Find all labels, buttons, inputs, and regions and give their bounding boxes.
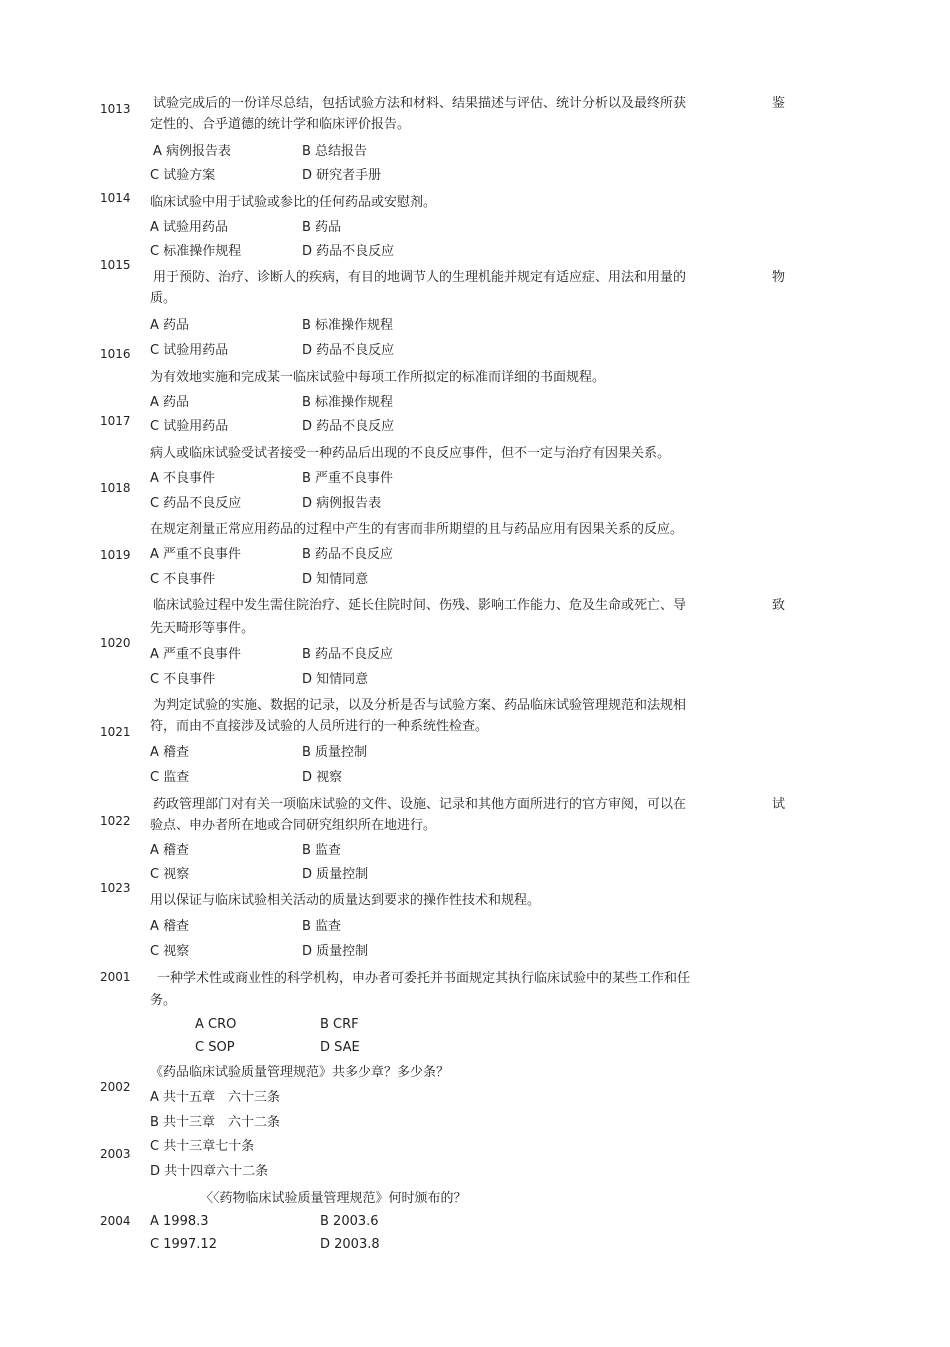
option: B 药品不良反应 (302, 547, 394, 562)
option: D SAE (320, 1040, 360, 1055)
option: C 监查 (150, 770, 190, 785)
question-number: 1016 (100, 347, 131, 361)
option: C 1997.12 (150, 1237, 217, 1252)
question-text: 临床试验过程中发生需住院治疗、延长住院时间、伤残、影响工作能力、危及生命或死亡、导 (153, 598, 687, 613)
question-text: 定性的、合乎道德的统计学和临床评价报告。 (150, 117, 411, 132)
option: A 试验用药品 (150, 220, 229, 235)
option: C 共十三章七十条 (150, 1139, 255, 1154)
option: C 视察 (150, 867, 190, 882)
option: A 严重不良事件 (150, 547, 242, 562)
option: A 不良事件 (150, 471, 216, 486)
question-text: 为判定试验的实施、数据的记录，以及分析是否与试验方案、药品临床试验管理规范和法规相 (153, 698, 687, 713)
question-text: 为有效地实施和完成某一临床试验中每项工作所拟定的标准而详细的书面规程。 (150, 370, 606, 385)
question-number: 1015 (100, 258, 131, 272)
option: A 稽查 (150, 843, 190, 858)
question-number: 2002 (100, 1080, 131, 1094)
option: D 知情同意 (302, 572, 369, 587)
option: A 严重不良事件 (150, 647, 242, 662)
question-number: 1020 (100, 636, 131, 650)
option: D 药品不良反应 (302, 419, 395, 434)
option: D 研究者手册 (302, 168, 382, 183)
option: C 视察 (150, 944, 190, 959)
question-text: 验点、申办者所在地或合同研究组织所在地进行。 (150, 818, 437, 833)
question-text: 用以保证与临床试验相关活动的质量达到要求的操作性技术和规程。 (150, 893, 541, 908)
option: D 药品不良反应 (302, 343, 395, 358)
question-text: 务。 (150, 993, 177, 1008)
option: A 稽查 (150, 745, 190, 760)
option: D 2003.8 (320, 1237, 380, 1252)
question-number: 2003 (100, 1147, 131, 1161)
question-text: 《药品临床试验质量管理规范》共多少章？多少条？ (150, 1065, 450, 1080)
option: D 质量控制 (302, 944, 369, 959)
option: D 共十四章六十二条 (150, 1164, 269, 1179)
option: B 监查 (302, 919, 342, 934)
question-number: 1023 (100, 881, 131, 895)
option: D 质量控制 (302, 867, 369, 882)
option: C 不良事件 (150, 672, 216, 687)
option: A 稽查 (150, 919, 190, 934)
option: B 2003.6 (320, 1214, 379, 1229)
option: B 共十三章 六十二条 (150, 1115, 281, 1130)
question-text: 在规定剂量正常应用药品的过程中产生的有害而非所期望的且与药品应用有因果关系的反应。 (150, 522, 684, 537)
option: C 试验用药品 (150, 419, 229, 434)
question-text: 用于预防、治疗、诊断人的疾病，有目的地调节人的生理机能并规定有适应症、用法和用量的 (153, 270, 687, 285)
option: A CRO (195, 1017, 237, 1032)
option: B 标准操作规程 (302, 318, 394, 333)
option: B 标准操作规程 (302, 395, 394, 410)
option: D 视察 (302, 770, 343, 785)
option: C 不良事件 (150, 572, 216, 587)
option: A 病例报告表 (153, 144, 232, 159)
option: D 药品不良反应 (302, 244, 395, 259)
option: B 质量控制 (302, 745, 368, 760)
side-char: 试 (772, 797, 786, 812)
option: D 病例报告表 (302, 496, 382, 511)
question-number: 1014 (100, 191, 131, 205)
option: B 监查 (302, 843, 342, 858)
question-text: 一种学术性或商业性的科学机构，申办者可委托并书面规定其执行临床试验中的某些工作和任 (157, 971, 691, 986)
question-text: 临床试验中用于试验或参比的任何药品或安慰剂。 (150, 195, 437, 210)
side-char: 物 (772, 270, 786, 285)
option: C 试验方案 (150, 168, 216, 183)
option: B 总结报告 (302, 144, 368, 159)
question-number: 1018 (100, 481, 131, 495)
question-text: 符，而由不直接涉及试验的人员所进行的一种系统性检查。 (150, 719, 489, 734)
option: B 严重不良事件 (302, 471, 394, 486)
question-number: 1013 (100, 102, 131, 116)
option: C SOP (195, 1040, 235, 1055)
option: B 药品 (302, 220, 342, 235)
question-number: 1021 (100, 725, 131, 739)
question-number: 1022 (100, 814, 131, 828)
side-char: 致 (772, 598, 786, 613)
option: D 知情同意 (302, 672, 369, 687)
option: B CRF (320, 1017, 359, 1032)
option: A 药品 (150, 395, 190, 410)
option: C 药品不良反应 (150, 496, 242, 511)
question-text: 〈〈药物临床试验质量管理规范》何时颁布的？ (200, 1191, 467, 1206)
question-number: 1019 (100, 548, 131, 562)
question-text: 试验完成后的一份详尽总结，包括试验方法和材料、结果描述与评估、统计分析以及最终所获 (153, 96, 687, 111)
question-text: 先天畸形等事件。 (150, 621, 255, 636)
option: A 共十五章 六十三条 (150, 1090, 281, 1105)
option: A 药品 (150, 318, 190, 333)
option: A 1998.3 (150, 1214, 209, 1229)
side-char: 鉴 (772, 96, 786, 111)
question-number: 1017 (100, 414, 131, 428)
option: C 试验用药品 (150, 343, 229, 358)
question-number: 2004 (100, 1214, 131, 1228)
question-text: 质。 (150, 291, 177, 306)
question-text: 病人或临床试验受试者接受一种药品后出现的不良反应事件，但不一定与治疗有因果关系。 (150, 446, 671, 461)
option: B 药品不良反应 (302, 647, 394, 662)
option: C 标准操作规程 (150, 244, 242, 259)
question-text: 药政管理部门对有关一项临床试验的文件、设施、记录和其他方面所进行的官方审阅，可以在 (153, 797, 687, 812)
question-number: 2001 (100, 970, 131, 984)
